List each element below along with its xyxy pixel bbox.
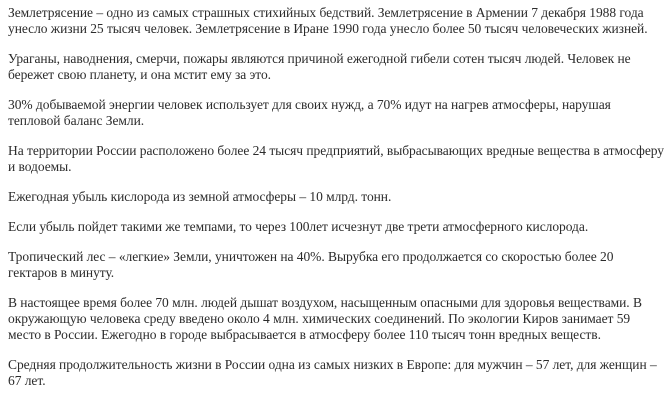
paragraph-oxygen-loss: Ежегодная убыль кислорода из земной атмосферы – 10 млрд. тонн. [8,189,392,204]
paragraph-tropical-forest: Тропический лес – «легкие» Земли, уничтожен на 40%. Вырубка его продолжается со скоростью более 20 гектаров в минуту. [8,249,614,280]
paragraph-energy: 30% добываемой энергии человек использует для своих нужд, а 70% идут на нагрев атмосферы, нарушая тепловой баланс Земли. [8,97,611,128]
document-body [8,5,665,403]
paragraph-earthquakes: Землетрясение – одно из самых страшных стихийных бедствий. Землетрясение в Армении 7 декабря 1988 года унесло жизни 25 тысяч человек. Землетрясение в Иране 1990 года унесло более 50 тысяч человеческих жизней. [8,5,648,36]
paragraph-oxygen-forecast: Если убыль пойдет такими же темпами, то через 100лет исчезнут две трети атмосферного кислорода. [8,219,589,234]
paragraph-air-pollution: В настоящее время более 70 млн. людей дышат воздухом, насыщенным опасными для здоровья веществами. В окружающую человека среду введено около 4 млн. химических соединений. По экологии Киров занимает 59 место в России. Ежегодно в городе выбрасывается в атмосферу более 110 тысяч тонн вредных веществ. [8,295,642,342]
paragraph-disasters: Ураганы, наводнения, смерчи, пожары являются причиной ежегодной гибели сотен тысяч людей. Человек не бережет свою планету, и она мстит ему за это. [8,51,631,82]
paragraph-life-expectancy: Средняя продолжительность жизни в России одна из самых низких в Европе: для мужчин – 57 лет, для женщин – 67 лет. [8,357,657,388]
paragraph-enterprises: На территории России расположено более 24 тысяч предприятий, выбрасывающих вредные вещества в атмосферу и водоемы. [8,143,664,174]
